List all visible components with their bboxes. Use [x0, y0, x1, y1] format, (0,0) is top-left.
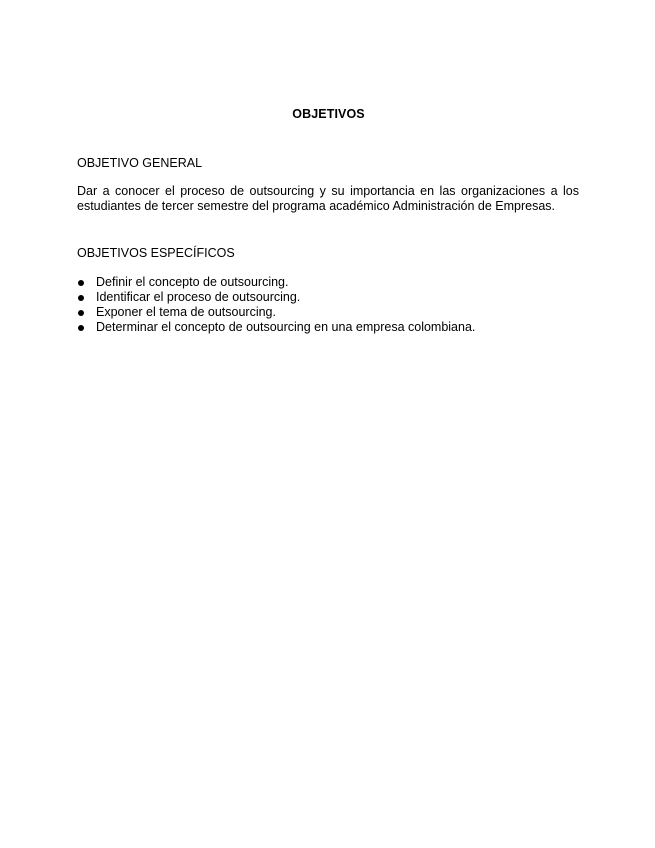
list-item-text: Identificar el proceso de outsourcing.: [96, 290, 301, 304]
list-item-text: Exponer el tema de outsourcing.: [96, 305, 276, 319]
bullet-icon: [78, 295, 84, 301]
page-title-text: OBJETIVOS: [292, 107, 365, 121]
list-item-text: Determinar el concepto de outsourcing en una empresa colombiana.: [96, 320, 476, 334]
list-item: [77, 305, 475, 320]
list-item: [77, 275, 475, 290]
bullet-icon: [78, 280, 84, 286]
list-item: [77, 290, 475, 305]
list-item-text: Definir el concepto de outsourcing.: [96, 275, 289, 289]
specific-objectives-list: [77, 275, 475, 335]
general-objective-text: Dar a conocer el proceso de outsourcing y su importancia en las organizaciones a los estudiantes de tercer semestre del programa académico Administración de Empresas.: [77, 184, 579, 213]
list-item: [77, 320, 475, 335]
page-title: [0, 106, 655, 122]
bullet-icon: [78, 310, 84, 316]
bullet-icon: [78, 325, 84, 331]
specific-objectives-heading: OBJETIVOS ESPECÍFICOS: [77, 246, 235, 260]
general-objective-heading: OBJETIVO GENERAL: [77, 156, 203, 170]
